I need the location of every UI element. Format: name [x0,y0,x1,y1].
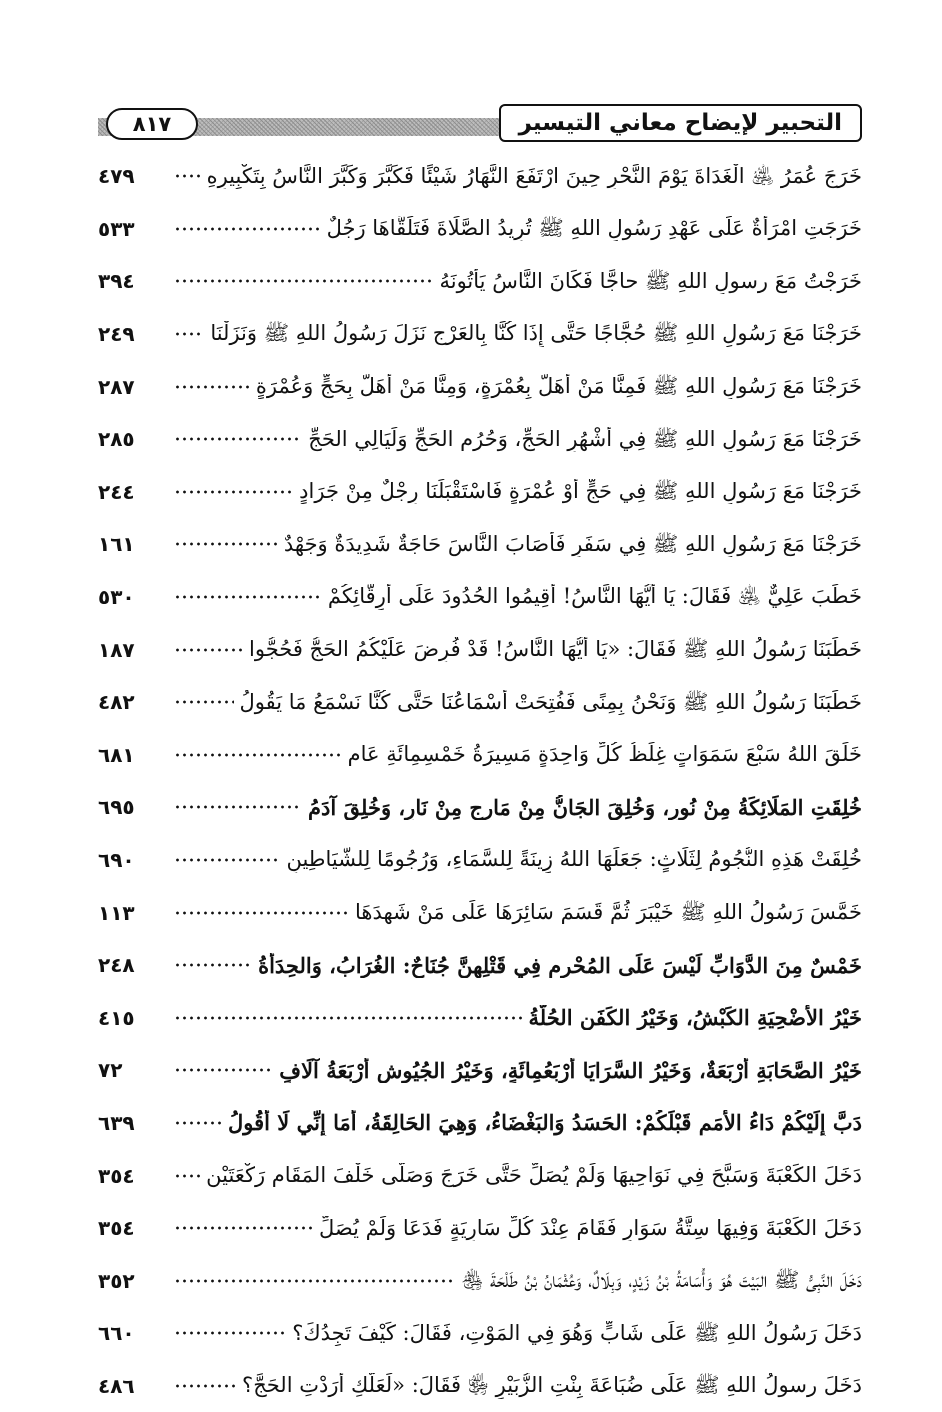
index-entry [98,413,862,466]
entry-text: خَرَجْنَا مَعَ رَسُولِ اللهِ ﷺ حُجَّاجًا حَتَّى إِذَا كُنَّا بِالعَرْجِ نَزَلَ رَسُولُ اللهِ ﷺ وَنَزَلْنَا [210,321,862,346]
entry-text: دَخَلَ رَسُولُ اللهِ ﷺ عَلَى شَابٍّ وَهُوَ فِي المَوْتِ، فَقَالَ: كَيْفَ تَجِدُكَ؟ [292,1320,862,1345]
dot-leader [174,539,278,549]
index-entry [98,1360,862,1412]
dot-leader [174,750,342,760]
entry-text: خَرَجْنَا مَعَ رَسُولِ اللهِ ﷺ فِي أَشْهُرِ الحَجِّ، وَحُرُمِ الحَجِّ وَلَيَالِي الحَجِّ [308,426,862,451]
entry-text: خَرَجَ عُمَرُ ﵁ الْغَدَاةَ يَوْمَ النَّحْرِ حِينَ ارْتَفَعَ النَّهَارُ شَيْئًا فَكَبَّرَ وَكَبَّرَ النَّاسُ بِتَكْبِيرِهِ [206,163,862,188]
dot-leader [174,697,234,707]
entry-page-number: ٦٩٠ [98,848,135,873]
entry-text: دَخَلَ النَّبِيُّ ﷺ البَيْتَ هُوَ وَأُسَامَةُ بْنُ زَيْدٍ، وَبِلَالٌ، وَعُثْمَانُ بْنُ طَلْحَةَ ﵃ [460,1268,862,1293]
dot-leader [174,1171,200,1181]
entry-text: خَمَّسَ رَسُولُ اللهِ ﷺ خَيْبَرَ ثُمَّ قَسَمَ سَائِرَهَا عَلَى مَنْ شَهِدَهَا [354,900,862,925]
entry-text: خُلِقَتْ هَذِهِ النُّجُومُ لِثَلَاثٍ: جَعَلَهَا اللهُ زِينَةً لِلسَّمَاءِ، وَرُجُومًا لِلشَّيَاطِينِ [286,847,862,872]
dot-leader [174,908,349,918]
index-entry [98,203,862,256]
index-entry [98,886,862,939]
entry-page-number: ٢٨٥ [98,427,135,452]
entry-text: دَخَلَ رسولُ اللهِ ﷺ عَلَى ضُبَاعَةَ بِنْتِ الزُّبَيْرِ ﵂ فَقَالَ: «لَعَلَّكِ أَرَدْتِ الحَجَّ؟ [242,1373,862,1398]
index-entry [98,1254,862,1307]
entry-text: خَيْرُ الأُضْحِيَةِ الكَبْشُ، وَخَيْرُ الكَفَنِ الحُلَّةُ [528,1005,862,1031]
index-entry [98,1044,862,1097]
entry-page-number: ٥٣٣ [98,216,135,241]
dot-leader [174,1381,236,1391]
dot-leader [174,171,201,181]
index-entry [98,571,862,624]
index-entry [98,1149,862,1202]
dot-leader [174,382,250,392]
dot-leader [174,329,204,339]
entry-page-number: ٥٣٠ [98,585,135,610]
dot-leader [174,645,243,655]
entry-text: خَرَجْنَا مَعَ رَسُولِ اللهِ ﷺ فِي سَفَرٍ فَأَصَابَ النَّاسَ حَاجَةٌ شَدِيدَةٌ وَجَهْدٌ [283,531,862,556]
entry-page-number: ٣٥٢ [98,1268,135,1293]
dot-leader [174,487,293,497]
index-entry [98,729,862,782]
index-entry [98,1097,862,1150]
entry-text: خَطَبَنَا رَسُولُ اللهِ ﷺ وَنَحْنُ بِمِنًى فَفُتِحَتْ أَسْمَاعُنَا حَتَّى كُنَّا نَسْمَعُ مَا يَقُولُ [239,689,862,714]
dot-leader [174,1065,273,1075]
page-number-badge: ٨١٧ [106,108,198,140]
dot-leader [174,1328,286,1338]
index-entry [98,1202,862,1255]
index-entry [98,834,862,887]
entry-page-number: ٦٨١ [98,742,135,767]
index-entry [98,1307,862,1360]
entry-text: دَخَلَ الكَعْبَةَ وَسَبَّحَ فِي نَوَاحِيهَا وَلَمْ يُصَلِّ حَتَّى خَرَجَ وَصَلَّى خَلْفَ المَقَامِ رَكْعَتَيْنِ [206,1162,862,1187]
entry-text: خَرَجْنَا مَعَ رَسُولِ اللهِ ﷺ فِي حَجٍّ أَوْ عُمْرَةٍ فَاسْتَقْبَلَنَا رِجْلٌ مِنْ جَرَادٍ [299,479,862,504]
entry-text: خَرَجَتِ امْرَأَةٌ عَلَى عَهْدِ رَسُولِ اللهِ ﷺ تُرِيدُ الصَّلَاةَ فَتَلَقَّاهَا رَجُلٌ [326,216,862,241]
entry-text: خَطَبَنَا رَسُولُ اللهِ ﷺ فَقَالَ: «يَا أَيُّهَا النَّاسُ! قَدْ فُرِضَ عَلَيْكُمُ الحَجُّ فَحُجُّوا [249,637,862,662]
index-entries-list [98,150,862,1412]
entry-page-number: ٧٢ [98,1058,123,1083]
dot-leader [174,1013,523,1023]
entry-page-number: ٣٥٤ [98,1163,135,1188]
dot-leader [174,855,280,865]
entry-text: خَرَجْتُ مَعَ رسولِ اللهِ ﷺ حاجًّا فَكَانَ النَّاسُ يَأْتُونَهُ [439,268,862,293]
entry-page-number: ٣٥٤ [98,1216,135,1241]
dot-leader [174,1276,454,1286]
entry-page-number: ٦٦٠ [98,1321,135,1346]
entry-page-number: ٦٩٥ [98,795,135,820]
dot-leader [174,960,252,970]
entry-text: خُلِقَتِ المَلَائِكَةُ مِنْ نُورٍ، وَخُلِقَ الجَانُّ مِنْ مَارِجٍ مِنْ نَارٍ، وَخُلِقَ آدَمُ [308,794,862,820]
index-entry [98,150,862,203]
dot-leader [174,1223,313,1233]
entry-text: خَيْرُ الصَّحَابَةِ أَرْبَعَةٌ، وَخَيْرُ السَّرَايَا أَرْبَعُمِائَةٍ، وَخَيْرُ الجُيُوشِ أَرْبَعَةُ آلَافٍ [279,1057,862,1083]
index-entry [98,308,862,361]
index-entry [98,360,862,413]
entry-page-number: ٦٣٩ [98,1110,135,1135]
dot-leader [174,276,433,286]
entry-page-number: ٣٩٤ [98,269,135,294]
index-entry [98,518,862,571]
entry-page-number: ٤٨٢ [98,690,135,715]
entry-page-number: ٢٨٧ [98,374,135,399]
entry-text: خَطَبَ عَلِيٌّ ﵁ فَقَالَ: يَا أَيُّهَا النَّاسُ! أَقِيمُوا الحُدُودَ عَلَى أَرِقَّائِكُمْ [327,584,862,609]
index-entry [98,939,862,992]
dot-leader [174,802,302,812]
running-header [98,104,862,144]
index-entry [98,781,862,834]
entry-page-number: ٢٤٤ [98,479,135,504]
entry-page-number: ٤٨٦ [98,1373,135,1398]
entry-page-number: ١٨٧ [98,637,135,662]
dot-leader [174,1118,222,1128]
entry-text: دَخَلَ الكَعْبَةَ وَفِيهَا سِتَّةُ سَوَارٍ فَقَامَ عِنْدَ كُلِّ سَارِيَةٍ فَدَعَا وَلَمْ يُصَلِّ [319,1215,862,1240]
entry-page-number: ٤٧٩ [98,164,135,189]
entry-text: دَبَّ إِلَيْكُمْ دَاءُ الأُمَمِ قَبْلَكُمْ: الحَسَدُ وَالبَغْضَاءُ، وَهِيَ الحَالِقَةُ، أَمَا إِنِّي لَا أَقُولُ [228,1110,862,1136]
book-title-box: التحبير لإيضاح معاني التيسير [499,104,862,142]
index-entry [98,466,862,519]
index-entry [98,623,862,676]
entry-page-number: ١٦١ [98,532,135,557]
entry-page-number: ٤١٥ [98,1005,135,1030]
entry-text: خَمْسٌ مِنَ الدَّوَابِّ لَيْسَ عَلَى المُحْرِمِ فِي قَتْلِهِنَّ جُنَاحٌ: الغُرَابُ، وَالحِدَأَةُ [258,952,862,978]
dot-leader [174,434,302,444]
index-entry [98,255,862,308]
dot-leader [174,592,322,602]
entry-text: خَلَقَ اللهُ سَبْعَ سَمَوَاتٍ غِلَظُ كُلِّ وَاحِدَةٍ مَسِيرَةُ خَمْسِمِائَةِ عَامٍ [347,742,862,767]
entry-page-number: ١١٣ [98,900,135,925]
index-entry [98,676,862,729]
dot-leader [174,224,321,234]
entry-page-number: ٢٤٩ [98,322,135,347]
entry-text: خَرَجْنَا مَعَ رَسُولِ اللهِ ﷺ فَمِنَّا مَنْ أَهَلَّ بِعُمْرَةٍ، وَمِنَّا مَنْ أَهَلَّ بِحَجٍّ وَعُمْرَةٍ [255,374,862,399]
entry-page-number: ٢٤٨ [98,953,135,978]
index-entry [98,992,862,1045]
